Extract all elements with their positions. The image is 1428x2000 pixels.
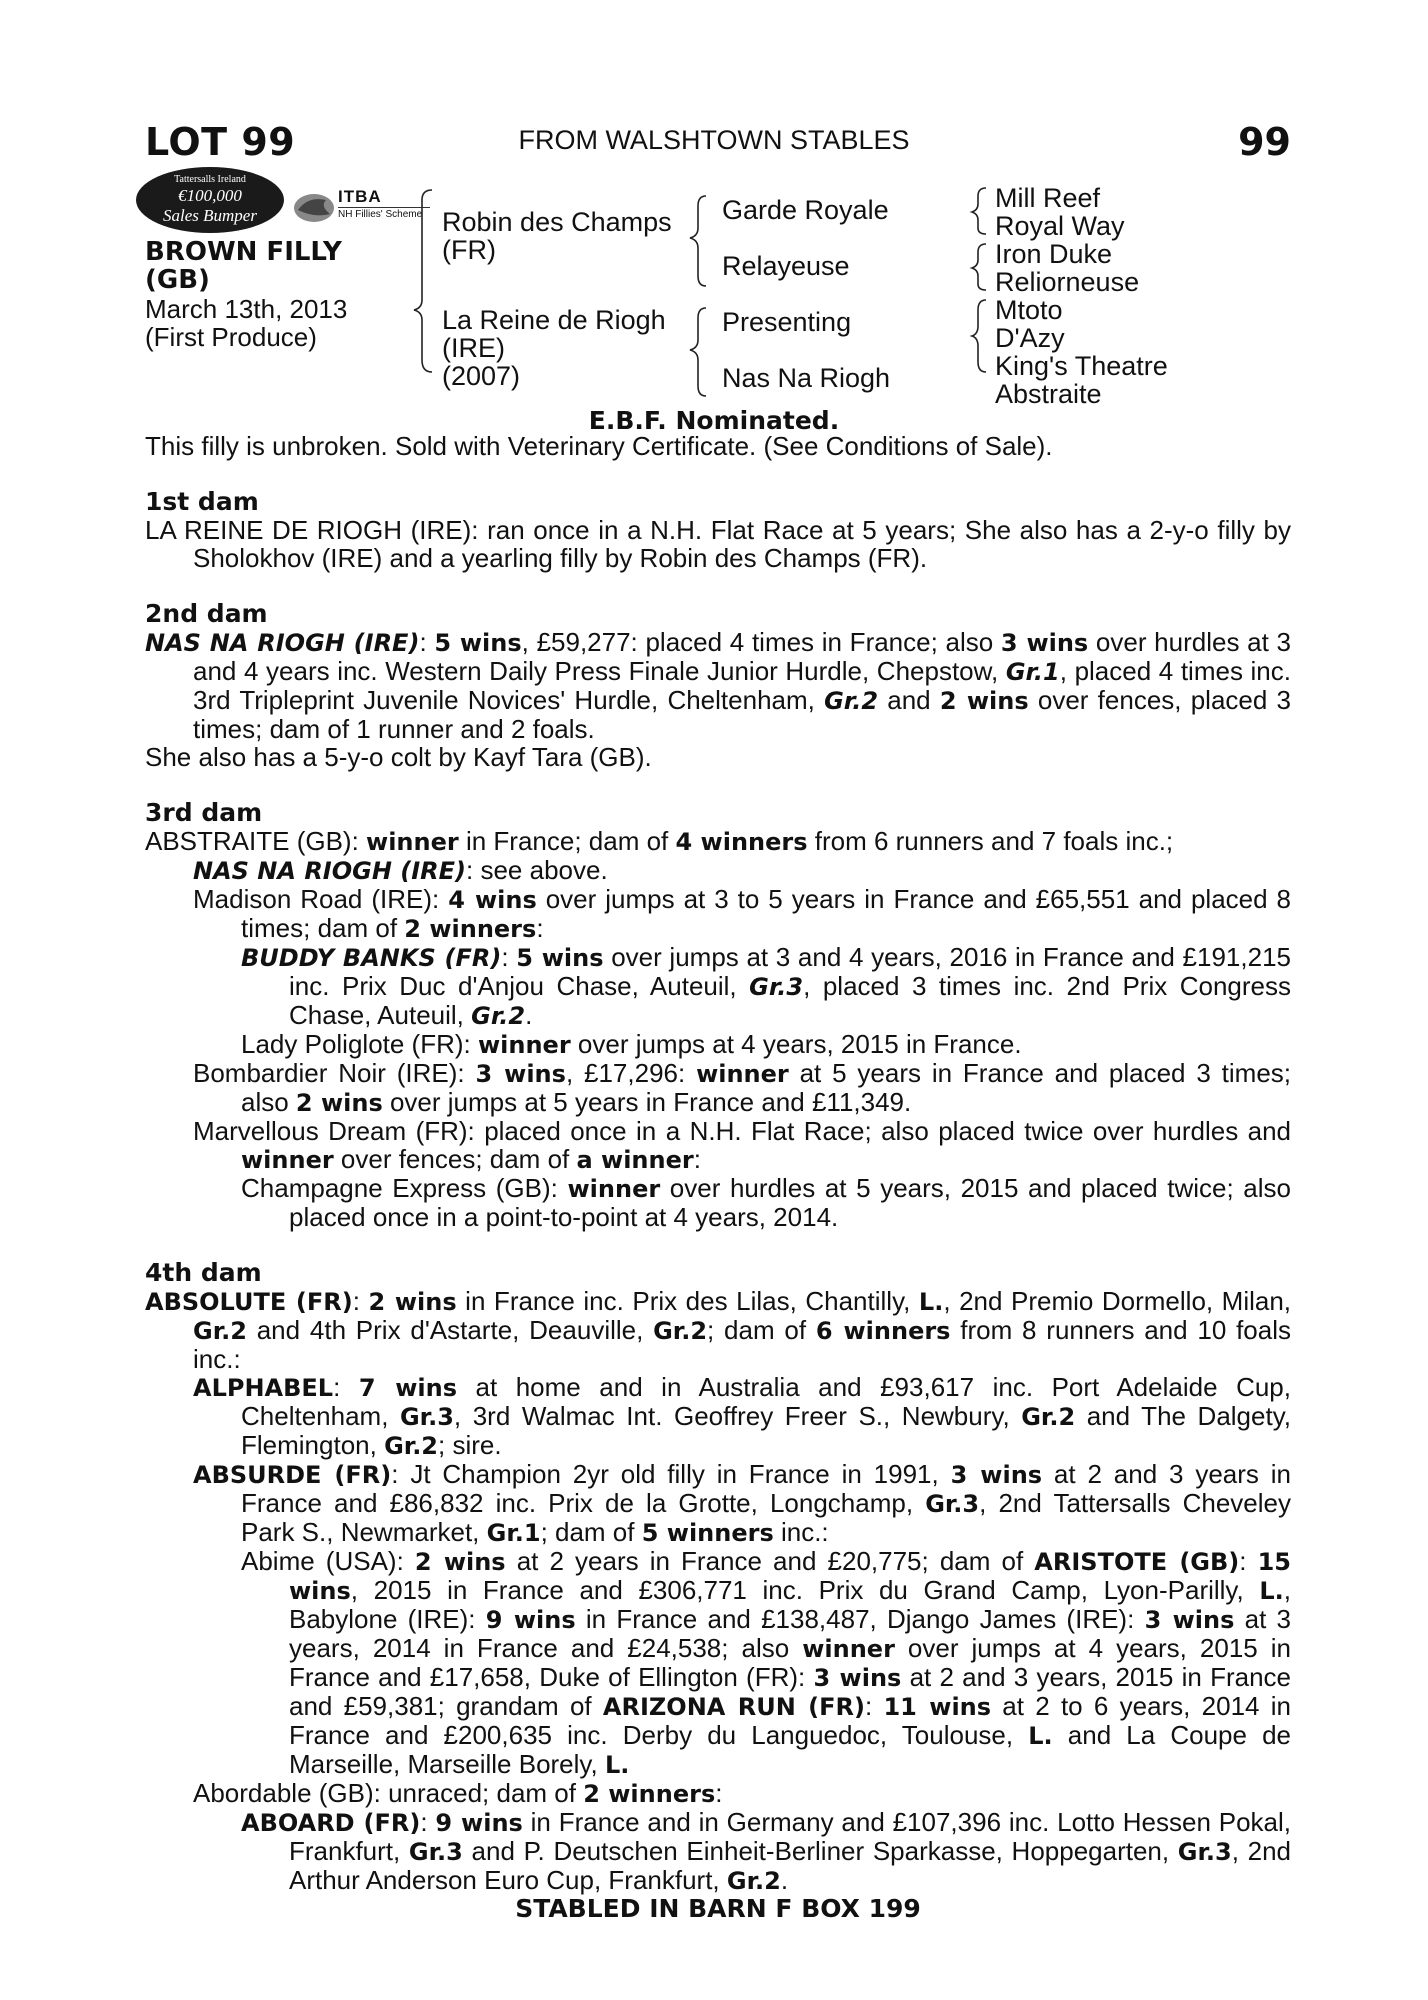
pedigree-sire-sire: Garde Royale	[722, 195, 889, 225]
progeny-aboard: ABOARD (FR): 9 wins in France and in Germany and £107,396 inc. Lotto Hessen Pokal, Frankfurt, Gr.3 and P. Deutschen Einheit-Berliner Sparkasse, Hoppegarten, Gr.3, 2nd Arthur Anderson Euro Cup, Frankfurt, Gr.2.	[241, 1807, 1291, 1895]
badge-name: Sales Bumper	[163, 206, 257, 225]
foaling-date: March 13th, 2013 (First Produce)	[145, 294, 348, 352]
progeny-bombardier-noir: Bombardier Noir (IRE): 3 wins, £17,296: winner at 5 years in France and placed 3 times; also 2 wins over jumps at 5 years in France and £11,349.	[193, 1058, 1291, 1117]
stabling-info: STABLED IN BARN F BOX 199	[515, 1894, 921, 1923]
lot-number: 99	[1238, 120, 1291, 164]
catalogue-body	[145, 432, 1291, 1923]
first-dam-text: LA REINE DE RIOGH (IRE): ran once in a N.H. Flat Race at 5 years; She also has a 2-y-o filly by Sholokhov (IRE) and a yearling filly by Robin des Champs (FR).	[145, 515, 1291, 573]
itba-title: ITBA	[338, 187, 382, 206]
badge-amount: €100,000	[178, 186, 242, 205]
horse-sex: BROWN FILLY (GB)	[145, 237, 342, 295]
pedigree-dam-sire: Presenting	[722, 307, 852, 337]
pedigree-sire: Robin des Champs (FR)	[442, 207, 672, 265]
progeny-abime: Abime (USA): 2 wins at 2 years in France and £20,775; dam of ARISTOTE (GB): 15 wins, 2015 in France and £306,771 inc. Prix du Grand Camp, Lyon-Parilly, L., Babylone (IRE): 9 wins in France and £138,487, Django James (IRE): 3 wins at 3 years, 2014 in France and £24,538; also winner over jumps at 4 years, 2015 in France and £17,658, Duke of Ellington (FR): 3 wins at 2 and 3 years, 2015 in France and £59,381; grandam of ARIZONA RUN (FR): 11 wins at 2 to 6 years, 2014 in France and £200,635 inc. Derby du Languedoc, Toulouse, L. and La Coupe de Marseille, Marseille Borely, L.	[241, 1546, 1292, 1779]
third-dam-text: ABSTRAITE (GB): winner in France; dam of 4 winners from 6 runners and 7 foals inc.;	[145, 826, 1174, 856]
pedigree-gen3: Mill Reef Royal Way Iron Duke Reliorneuse Mtoto D'Azy King's Theatre Abstraite	[995, 183, 1168, 409]
badge-brand: Tattersalls Ireland	[174, 174, 246, 185]
progeny-lady-poliglote: Lady Poliglote (FR): winner over jumps at 4 years, 2015 in France.	[241, 1029, 1022, 1059]
progeny-nas-na-riogh: NAS NA RIOGH (IRE): see above.	[193, 855, 608, 885]
progeny-madison-road: Madison Road (IRE): 4 wins over jumps at 3 to 5 years in France and £65,551 and placed 8 times; dam of 2 winners:	[193, 884, 1291, 943]
fourth-dam-heading: 4th dam	[145, 1258, 262, 1287]
pedigree-sire-dam: Relayeuse	[722, 251, 850, 281]
second-dam-text: NAS NA RIOGH (IRE): 5 wins, £59,277: placed 4 times in France; also 3 wins over hurdles at 3 and 4 years inc. Western Daily Press Finale Junior Hurdle, Chepstow, Gr.1, placed 4 times inc. 3rd Tripleprint Juvenile Novices' Hurdle, Cheltenham, Gr.2 and 2 wins over fences, placed 3 times; dam of 1 runner and 2 foals.	[145, 627, 1292, 744]
first-dam-heading: 1st dam	[145, 487, 259, 516]
second-dam-also: She also has a 5-y-o colt by Kayf Tara (GB).	[145, 742, 652, 772]
progeny-abordable: Abordable (GB): unraced; dam of 2 winners:	[193, 1778, 723, 1808]
pedigree-brackets	[0, 0, 1428, 420]
pedigree-dam-dam: Nas Na Riogh	[722, 363, 891, 393]
lot-label: LOT 99	[145, 120, 296, 164]
fourth-dam-text: ABSOLUTE (FR): 2 wins in France inc. Prix des Lilas, Chantilly, L., 2nd Premio Dormello, Milan, Gr.2 and 4th Prix d'Astarte, Deauville, Gr.2; dam of 6 winners from 8 runners and 10 foals inc.:	[145, 1286, 1292, 1374]
pedigree-dam: La Reine de Riogh (IRE) (2007)	[442, 305, 666, 391]
progeny-marvellous-dream: Marvellous Dream (FR): placed once in a N.H. Flat Race; also placed twice over hurdles and winner over fences; dam of a winner:	[193, 1116, 1291, 1174]
progeny-alphabel: ALPHABEL: 7 wins at home and in Australia and £93,617 inc. Port Adelaide Cup, Cheltenham, Gr.3, 3rd Walmac Int. Geoffrey Freer S., Newbury, Gr.2 and The Dalgety, Flemington, Gr.2; sire.	[193, 1372, 1291, 1460]
second-dam-heading: 2nd dam	[145, 599, 268, 628]
consignor: FROM WALSHTOWN STABLES	[518, 125, 910, 155]
itba-subtitle: NH Fillies' Scheme	[338, 209, 423, 220]
intro-text: This filly is unbroken. Sold with Veterinary Certificate. (See Conditions of Sale).	[145, 431, 1053, 461]
progeny-champagne-express: Champagne Express (GB): winner over hurdles at 5 years, 2015 and placed twice; also placed once in a point-to-point at 4 years, 2014.	[241, 1173, 1291, 1232]
progeny-buddy-banks: BUDDY BANKS (FR): 5 wins over jumps at 3 and 4 years, 2016 in France and £191,215 inc. Prix Duc d'Anjou Chase, Auteuil, Gr.3, placed 3 times inc. 2nd Prix Congress Chase, Auteuil, Gr.2.	[241, 942, 1292, 1030]
ebf-nominated: E.B.F. Nominated.	[588, 406, 840, 435]
third-dam-heading: 3rd dam	[145, 798, 263, 827]
progeny-absurde: ABSURDE (FR): Jt Champion 2yr old filly in France in 1991, 3 wins at 2 and 3 years in France and £86,832 inc. Prix de la Grotte, Longchamp, Gr.3, 2nd Tattersalls Cheveley Park S., Newmarket, Gr.1; dam of 5 winners inc.:	[193, 1459, 1292, 1547]
